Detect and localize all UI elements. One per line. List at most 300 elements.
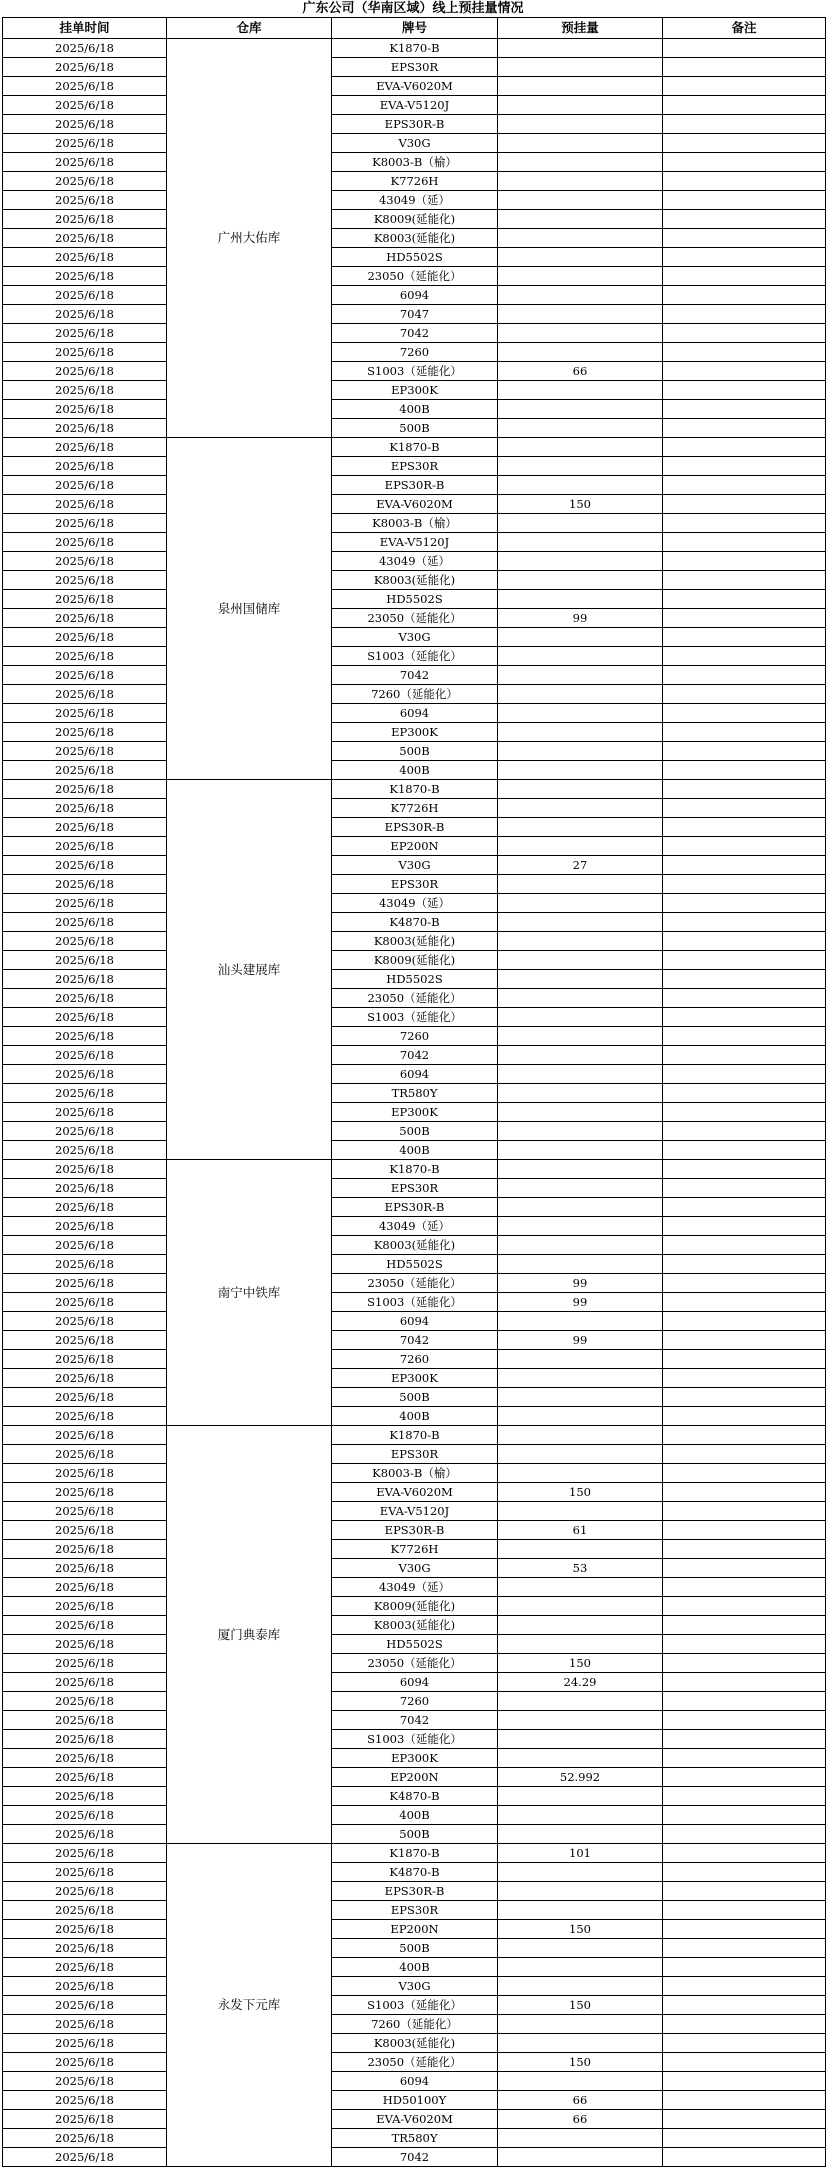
cell-grade: 6094 (332, 704, 498, 723)
table-row (3, 2148, 826, 2167)
cell-note (663, 780, 826, 799)
cell-qty: 150 (498, 495, 663, 514)
cell-note (663, 761, 826, 780)
table-row (3, 1312, 826, 1331)
cell-date: 2025/6/18 (3, 1388, 167, 1407)
cell-date: 2025/6/18 (3, 1027, 167, 1046)
cell-date: 2025/6/18 (3, 1179, 167, 1198)
cell-qty: 150 (498, 2053, 663, 2072)
cell-note (663, 1578, 826, 1597)
cell-qty (498, 2034, 663, 2053)
cell-date: 2025/6/18 (3, 1616, 167, 1635)
header-note: 备注 (663, 18, 826, 39)
cell-note (663, 552, 826, 571)
cell-qty (498, 343, 663, 362)
cell-note (663, 1274, 826, 1293)
cell-note (663, 381, 826, 400)
cell-date: 2025/6/18 (3, 1046, 167, 1065)
cell-qty (498, 1388, 663, 1407)
cell-date: 2025/6/18 (3, 723, 167, 742)
table-row (3, 229, 826, 248)
cell-date: 2025/6/18 (3, 1521, 167, 1540)
table-row (3, 742, 826, 761)
cell-grade: EVA-V5120J (332, 1502, 498, 1521)
cell-date: 2025/6/18 (3, 1540, 167, 1559)
cell-date: 2025/6/18 (3, 1407, 167, 1426)
cell-qty (498, 628, 663, 647)
cell-grade: EVA-V6020M (332, 77, 498, 96)
cell-date: 2025/6/18 (3, 1597, 167, 1616)
cell-note (663, 1217, 826, 1236)
table-row (3, 1597, 826, 1616)
cell-qty: 66 (498, 362, 663, 381)
cell-qty (498, 400, 663, 419)
cell-qty (498, 552, 663, 571)
cell-note (663, 1540, 826, 1559)
table-row (3, 1521, 826, 1540)
sheet-title: 广东公司（华南区域）线上预挂量情况 (302, 1, 524, 16)
cell-grade: 500B (332, 1939, 498, 1958)
table-row (3, 590, 826, 609)
cell-note (663, 1179, 826, 1198)
cell-date: 2025/6/18 (3, 1787, 167, 1806)
cell-grade: 7042 (332, 2148, 498, 2167)
cell-grade: K1870-B (332, 438, 498, 457)
cell-grade: V30G (332, 1559, 498, 1578)
cell-note (663, 647, 826, 666)
cell-note (663, 419, 826, 438)
cell-note (663, 571, 826, 590)
cell-note (663, 609, 826, 628)
cell-qty (498, 799, 663, 818)
cell-date: 2025/6/18 (3, 1939, 167, 1958)
table-row (3, 780, 826, 799)
cell-qty (498, 1407, 663, 1426)
cell-note (663, 1331, 826, 1350)
cell-grade: 400B (332, 761, 498, 780)
cell-note (663, 1635, 826, 1654)
cell-qty (498, 894, 663, 913)
cell-note (663, 514, 826, 533)
cell-qty (498, 267, 663, 286)
cell-note (663, 1711, 826, 1730)
table-row (3, 1293, 826, 1312)
cell-note (663, 2091, 826, 2110)
table-row (3, 400, 826, 419)
cell-qty (498, 2015, 663, 2034)
cell-grade: 7042 (332, 666, 498, 685)
table-row (3, 1483, 826, 1502)
cell-date: 2025/6/18 (3, 1084, 167, 1103)
cell-warehouse: 南宁中铁库 (167, 1160, 332, 1426)
cell-note (663, 438, 826, 457)
table-row (3, 1920, 826, 1939)
table-row (3, 1464, 826, 1483)
cell-note (663, 1654, 826, 1673)
cell-date: 2025/6/18 (3, 1673, 167, 1692)
cell-date: 2025/6/18 (3, 951, 167, 970)
cell-qty (498, 970, 663, 989)
cell-date: 2025/6/18 (3, 210, 167, 229)
table-row (3, 1160, 826, 1179)
cell-qty (498, 286, 663, 305)
cell-note (663, 2148, 826, 2167)
cell-note (663, 476, 826, 495)
cell-date: 2025/6/18 (3, 552, 167, 571)
table-row (3, 1806, 826, 1825)
cell-grade: EPS30R (332, 1445, 498, 1464)
cell-date: 2025/6/18 (3, 362, 167, 381)
table-row (3, 666, 826, 685)
cell-qty (498, 1502, 663, 1521)
cell-qty (498, 153, 663, 172)
cell-date: 2025/6/18 (3, 2110, 167, 2129)
cell-grade: EP300K (332, 1749, 498, 1768)
cell-qty (498, 1179, 663, 1198)
table-row (3, 2053, 826, 2072)
cell-date: 2025/6/18 (3, 286, 167, 305)
table-row (3, 1635, 826, 1654)
cell-date: 2025/6/18 (3, 647, 167, 666)
cell-qty (498, 1597, 663, 1616)
cell-grade: 500B (332, 1388, 498, 1407)
cell-note (663, 666, 826, 685)
cell-date: 2025/6/18 (3, 1141, 167, 1160)
cell-grade: HD5502S (332, 970, 498, 989)
cell-note (663, 1521, 826, 1540)
table-row (3, 1122, 826, 1141)
cell-qty (498, 172, 663, 191)
cell-qty: 66 (498, 2110, 663, 2129)
cell-qty: 53 (498, 1559, 663, 1578)
cell-qty (498, 1787, 663, 1806)
cell-grade: S1003（延能化） (332, 362, 498, 381)
cell-date: 2025/6/18 (3, 58, 167, 77)
cell-note (663, 1920, 826, 1939)
cell-note (663, 1027, 826, 1046)
cell-qty: 150 (498, 1654, 663, 1673)
cell-qty (498, 58, 663, 77)
table-row (3, 571, 826, 590)
table-row (3, 457, 826, 476)
cell-qty: 61 (498, 1521, 663, 1540)
cell-grade: EP200N (332, 1768, 498, 1787)
cell-note (663, 1958, 826, 1977)
cell-grade: 43049（延） (332, 1578, 498, 1597)
cell-qty (498, 989, 663, 1008)
cell-grade: HD5502S (332, 590, 498, 609)
cell-grade: K1870-B (332, 1844, 498, 1863)
cell-grade: TR580Y (332, 2129, 498, 2148)
cell-grade: 500B (332, 1122, 498, 1141)
cell-date: 2025/6/18 (3, 1331, 167, 1350)
cell-qty (498, 704, 663, 723)
cell-date: 2025/6/18 (3, 2053, 167, 2072)
cell-date: 2025/6/18 (3, 172, 167, 191)
cell-date: 2025/6/18 (3, 457, 167, 476)
cell-note (663, 267, 826, 286)
cell-qty (498, 1236, 663, 1255)
table-row (3, 191, 826, 210)
cell-grade: 7260（延能化） (332, 685, 498, 704)
cell-grade: S1003（延能化） (332, 1996, 498, 2015)
cell-qty (498, 837, 663, 856)
cell-grade: EPS30R-B (332, 1521, 498, 1540)
cell-date: 2025/6/18 (3, 1882, 167, 1901)
table-row (3, 1863, 826, 1882)
cell-note (663, 153, 826, 172)
cell-note (663, 1692, 826, 1711)
cell-grade: 23050（延能化） (332, 2053, 498, 2072)
cell-note (663, 723, 826, 742)
cell-grade: K7726H (332, 172, 498, 191)
cell-date: 2025/6/18 (3, 134, 167, 153)
cell-grade: 6094 (332, 1312, 498, 1331)
cell-date: 2025/6/18 (3, 1483, 167, 1502)
table-row (3, 1369, 826, 1388)
cell-date: 2025/6/18 (3, 1198, 167, 1217)
cell-note (663, 1312, 826, 1331)
cell-date: 2025/6/18 (3, 837, 167, 856)
cell-note (663, 1008, 826, 1027)
cell-date: 2025/6/18 (3, 39, 167, 58)
cell-date: 2025/6/18 (3, 1122, 167, 1141)
cell-note (663, 856, 826, 875)
cell-grade: 23050（延能化） (332, 609, 498, 628)
cell-note (663, 2053, 826, 2072)
cell-grade: K4870-B (332, 913, 498, 932)
cell-note (663, 2072, 826, 2091)
table-row (3, 134, 826, 153)
cell-note (663, 742, 826, 761)
cell-note (663, 2110, 826, 2129)
table-row (3, 2129, 826, 2148)
table-row (3, 58, 826, 77)
cell-grade: 500B (332, 1825, 498, 1844)
cell-qty: 52.992 (498, 1768, 663, 1787)
cell-date: 2025/6/18 (3, 1996, 167, 2015)
cell-note (663, 2015, 826, 2034)
cell-note (663, 1483, 826, 1502)
cell-date: 2025/6/18 (3, 1008, 167, 1027)
cell-qty (498, 457, 663, 476)
cell-note (663, 1901, 826, 1920)
cell-grade: 400B (332, 1806, 498, 1825)
cell-grade: 7042 (332, 1711, 498, 1730)
cell-date: 2025/6/18 (3, 115, 167, 134)
cell-grade: K8003-B（榆） (332, 1464, 498, 1483)
cell-grade: 23050（延能化） (332, 267, 498, 286)
table-row (3, 267, 826, 286)
cell-note (663, 191, 826, 210)
cell-grade: 400B (332, 1407, 498, 1426)
cell-note (663, 704, 826, 723)
cell-grade: 400B (332, 1141, 498, 1160)
cell-date: 2025/6/18 (3, 514, 167, 533)
cell-note (663, 39, 826, 58)
table-row (3, 1350, 826, 1369)
cell-date: 2025/6/18 (3, 1065, 167, 1084)
cell-note (663, 894, 826, 913)
cell-qty (498, 248, 663, 267)
cell-qty (498, 1578, 663, 1597)
cell-date: 2025/6/18 (3, 381, 167, 400)
cell-grade: EVA-V5120J (332, 96, 498, 115)
cell-note (663, 1996, 826, 2015)
cell-grade: EPS30R (332, 875, 498, 894)
cell-date: 2025/6/18 (3, 1654, 167, 1673)
table-row (3, 1027, 826, 1046)
cell-grade: EP300K (332, 723, 498, 742)
cell-note (663, 2129, 826, 2148)
cell-note (663, 400, 826, 419)
table-row (3, 533, 826, 552)
cell-date: 2025/6/18 (3, 799, 167, 818)
cell-grade: EPS30R-B (332, 818, 498, 837)
table-row (3, 913, 826, 932)
cell-qty (498, 1046, 663, 1065)
cell-qty (498, 2148, 663, 2167)
cell-grade: K8003(延能化) (332, 571, 498, 590)
cell-qty: 150 (498, 1920, 663, 1939)
table-row (3, 1958, 826, 1977)
table-row (3, 1692, 826, 1711)
cell-note (663, 1160, 826, 1179)
cell-grade: S1003（延能化） (332, 1730, 498, 1749)
cell-grade: EPS30R (332, 58, 498, 77)
cell-note (663, 1065, 826, 1084)
cell-qty (498, 1863, 663, 1882)
cell-grade: K1870-B (332, 39, 498, 58)
cell-qty (498, 191, 663, 210)
cell-note (663, 1369, 826, 1388)
table-row (3, 951, 826, 970)
table-row (3, 1046, 826, 1065)
cell-grade: S1003（延能化） (332, 647, 498, 666)
cell-warehouse: 汕头建展库 (167, 780, 332, 1160)
cell-qty (498, 1312, 663, 1331)
table-row (3, 438, 826, 457)
cell-date: 2025/6/18 (3, 1768, 167, 1787)
cell-qty (498, 1445, 663, 1464)
cell-date: 2025/6/18 (3, 533, 167, 552)
cell-grade: EVA-V6020M (332, 2110, 498, 2129)
table-row (3, 1407, 826, 1426)
cell-date: 2025/6/18 (3, 2091, 167, 2110)
cell-qty (498, 1198, 663, 1217)
cell-qty (498, 229, 663, 248)
table-row (3, 1331, 826, 1350)
table-row (3, 1749, 826, 1768)
cell-note (663, 1597, 826, 1616)
cell-note (663, 1749, 826, 1768)
table-row (3, 324, 826, 343)
cell-note (663, 1198, 826, 1217)
cell-date: 2025/6/18 (3, 913, 167, 932)
cell-grade: K8003(延能化) (332, 229, 498, 248)
cell-note (663, 1046, 826, 1065)
cell-note (663, 989, 826, 1008)
cell-note (663, 932, 826, 951)
cell-qty (498, 1027, 663, 1046)
cell-qty (498, 1730, 663, 1749)
cell-qty (498, 2072, 663, 2091)
cell-date: 2025/6/18 (3, 780, 167, 799)
cell-qty (498, 1882, 663, 1901)
cell-qty (498, 1711, 663, 1730)
cell-date: 2025/6/18 (3, 1958, 167, 1977)
cell-grade: 500B (332, 419, 498, 438)
cell-grade: K1870-B (332, 780, 498, 799)
table-row (3, 1426, 826, 1445)
cell-qty (498, 1616, 663, 1635)
cell-grade: EPS30R (332, 1901, 498, 1920)
cell-date: 2025/6/18 (3, 1901, 167, 1920)
cell-note (663, 1806, 826, 1825)
cell-grade: S1003（延能化） (332, 1008, 498, 1027)
cell-qty (498, 1939, 663, 1958)
cell-date: 2025/6/18 (3, 1350, 167, 1369)
cell-note (663, 685, 826, 704)
cell-grade: V30G (332, 856, 498, 875)
table-row (3, 875, 826, 894)
cell-qty (498, 39, 663, 58)
cell-grade: 7260 (332, 1350, 498, 1369)
cell-note (663, 229, 826, 248)
cell-date: 2025/6/18 (3, 495, 167, 514)
cell-grade: EPS30R-B (332, 1198, 498, 1217)
table-row (3, 2015, 826, 2034)
cell-note (663, 970, 826, 989)
cell-qty (498, 932, 663, 951)
table-row (3, 837, 826, 856)
table-row (3, 1787, 826, 1806)
table-row (3, 2072, 826, 2091)
table-row (3, 1730, 826, 1749)
cell-grade: 7042 (332, 1331, 498, 1350)
cell-note (663, 495, 826, 514)
cell-note (663, 951, 826, 970)
cell-qty (498, 438, 663, 457)
cell-grade: K1870-B (332, 1160, 498, 1179)
cell-qty (498, 913, 663, 932)
cell-date: 2025/6/18 (3, 1863, 167, 1882)
cell-qty: 150 (498, 1996, 663, 2015)
cell-note (663, 1673, 826, 1692)
cell-qty: 66 (498, 2091, 663, 2110)
cell-date: 2025/6/18 (3, 324, 167, 343)
cell-grade: K8003(延能化) (332, 1616, 498, 1635)
cell-note (663, 628, 826, 647)
cell-grade: K4870-B (332, 1863, 498, 1882)
cell-qty (498, 685, 663, 704)
cell-qty (498, 134, 663, 153)
cell-grade: EPS30R (332, 1179, 498, 1198)
cell-note (663, 1882, 826, 1901)
cell-date: 2025/6/18 (3, 742, 167, 761)
cell-qty (498, 1141, 663, 1160)
cell-qty (498, 647, 663, 666)
cell-qty: 24.29 (498, 1673, 663, 1692)
cell-date: 2025/6/18 (3, 571, 167, 590)
cell-date: 2025/6/18 (3, 1711, 167, 1730)
cell-qty (498, 1635, 663, 1654)
table-row (3, 1179, 826, 1198)
cell-note (663, 1787, 826, 1806)
table-row (3, 647, 826, 666)
cell-date: 2025/6/18 (3, 761, 167, 780)
table-row (3, 210, 826, 229)
